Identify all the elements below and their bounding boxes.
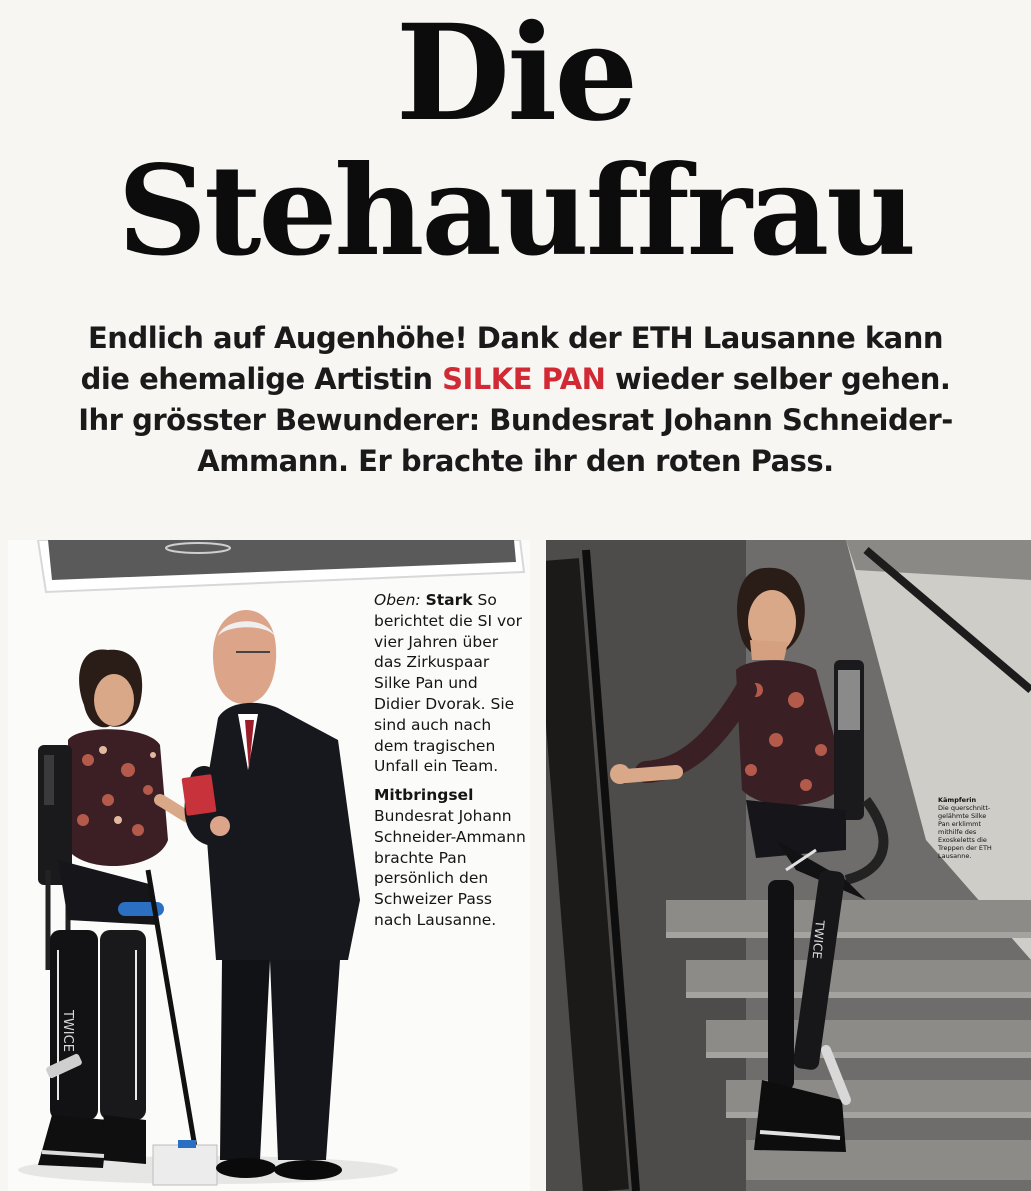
photo-right-illustration [546, 540, 1031, 1191]
caption-left [374, 590, 526, 939]
exo-brand-label-right: TWICE [809, 919, 827, 960]
caption-left-second [374, 785, 526, 931]
headline-line-1: Die [395, 0, 636, 151]
inset-old-article-photo [38, 540, 524, 592]
caption-left-lead-title: Stark [425, 591, 473, 609]
deck-part-2: wieder selber gehen. Ihr grösster Bewunderer: Bundesrat Johann Schneider-Ammann. Er brachte ihr den roten Pass. [78, 362, 953, 478]
headline-line-2: Stehauffrau [117, 139, 914, 284]
woman-exoskeleton-figure [38, 650, 217, 1185]
deck-part-1: Endlich auf Augenhöhe! Dank der ETH Lausanne kann die ehemalige Artistin [80, 321, 943, 396]
caption-right [938, 796, 1000, 860]
exo-brand-label: TWICE [60, 1010, 75, 1052]
caption-left-second-text: Bundesrat Johann Schneider-Ammann brachte Pan persönlich den Schweizer Pass nach Lausanne. [374, 806, 526, 929]
deck-highlight-name: SILKE PAN [442, 362, 606, 396]
deck-text [60, 318, 971, 482]
caption-right-text: Die querschnitt-gelähmte Silke Pan erklimmt mithilfe des Exoskeletts die Treppen der ETH Lausanne. [938, 804, 992, 860]
man-in-suit-figure [182, 610, 360, 1180]
photo-right [546, 540, 1031, 1191]
caption-left-lead-text: So berichtet die SI vor vier Jahren über das Zirkuspaar Silke Pan und Didier Dvorak. Sie sind auch nach dem tragischen Unfall ein Team. [374, 591, 522, 776]
caption-left-first [374, 590, 526, 777]
caption-left-second-title: Mitbringsel [374, 786, 474, 805]
caption-right-title: Kämpferin [938, 796, 977, 804]
caption-left-lead-label: Oben: [374, 591, 421, 609]
